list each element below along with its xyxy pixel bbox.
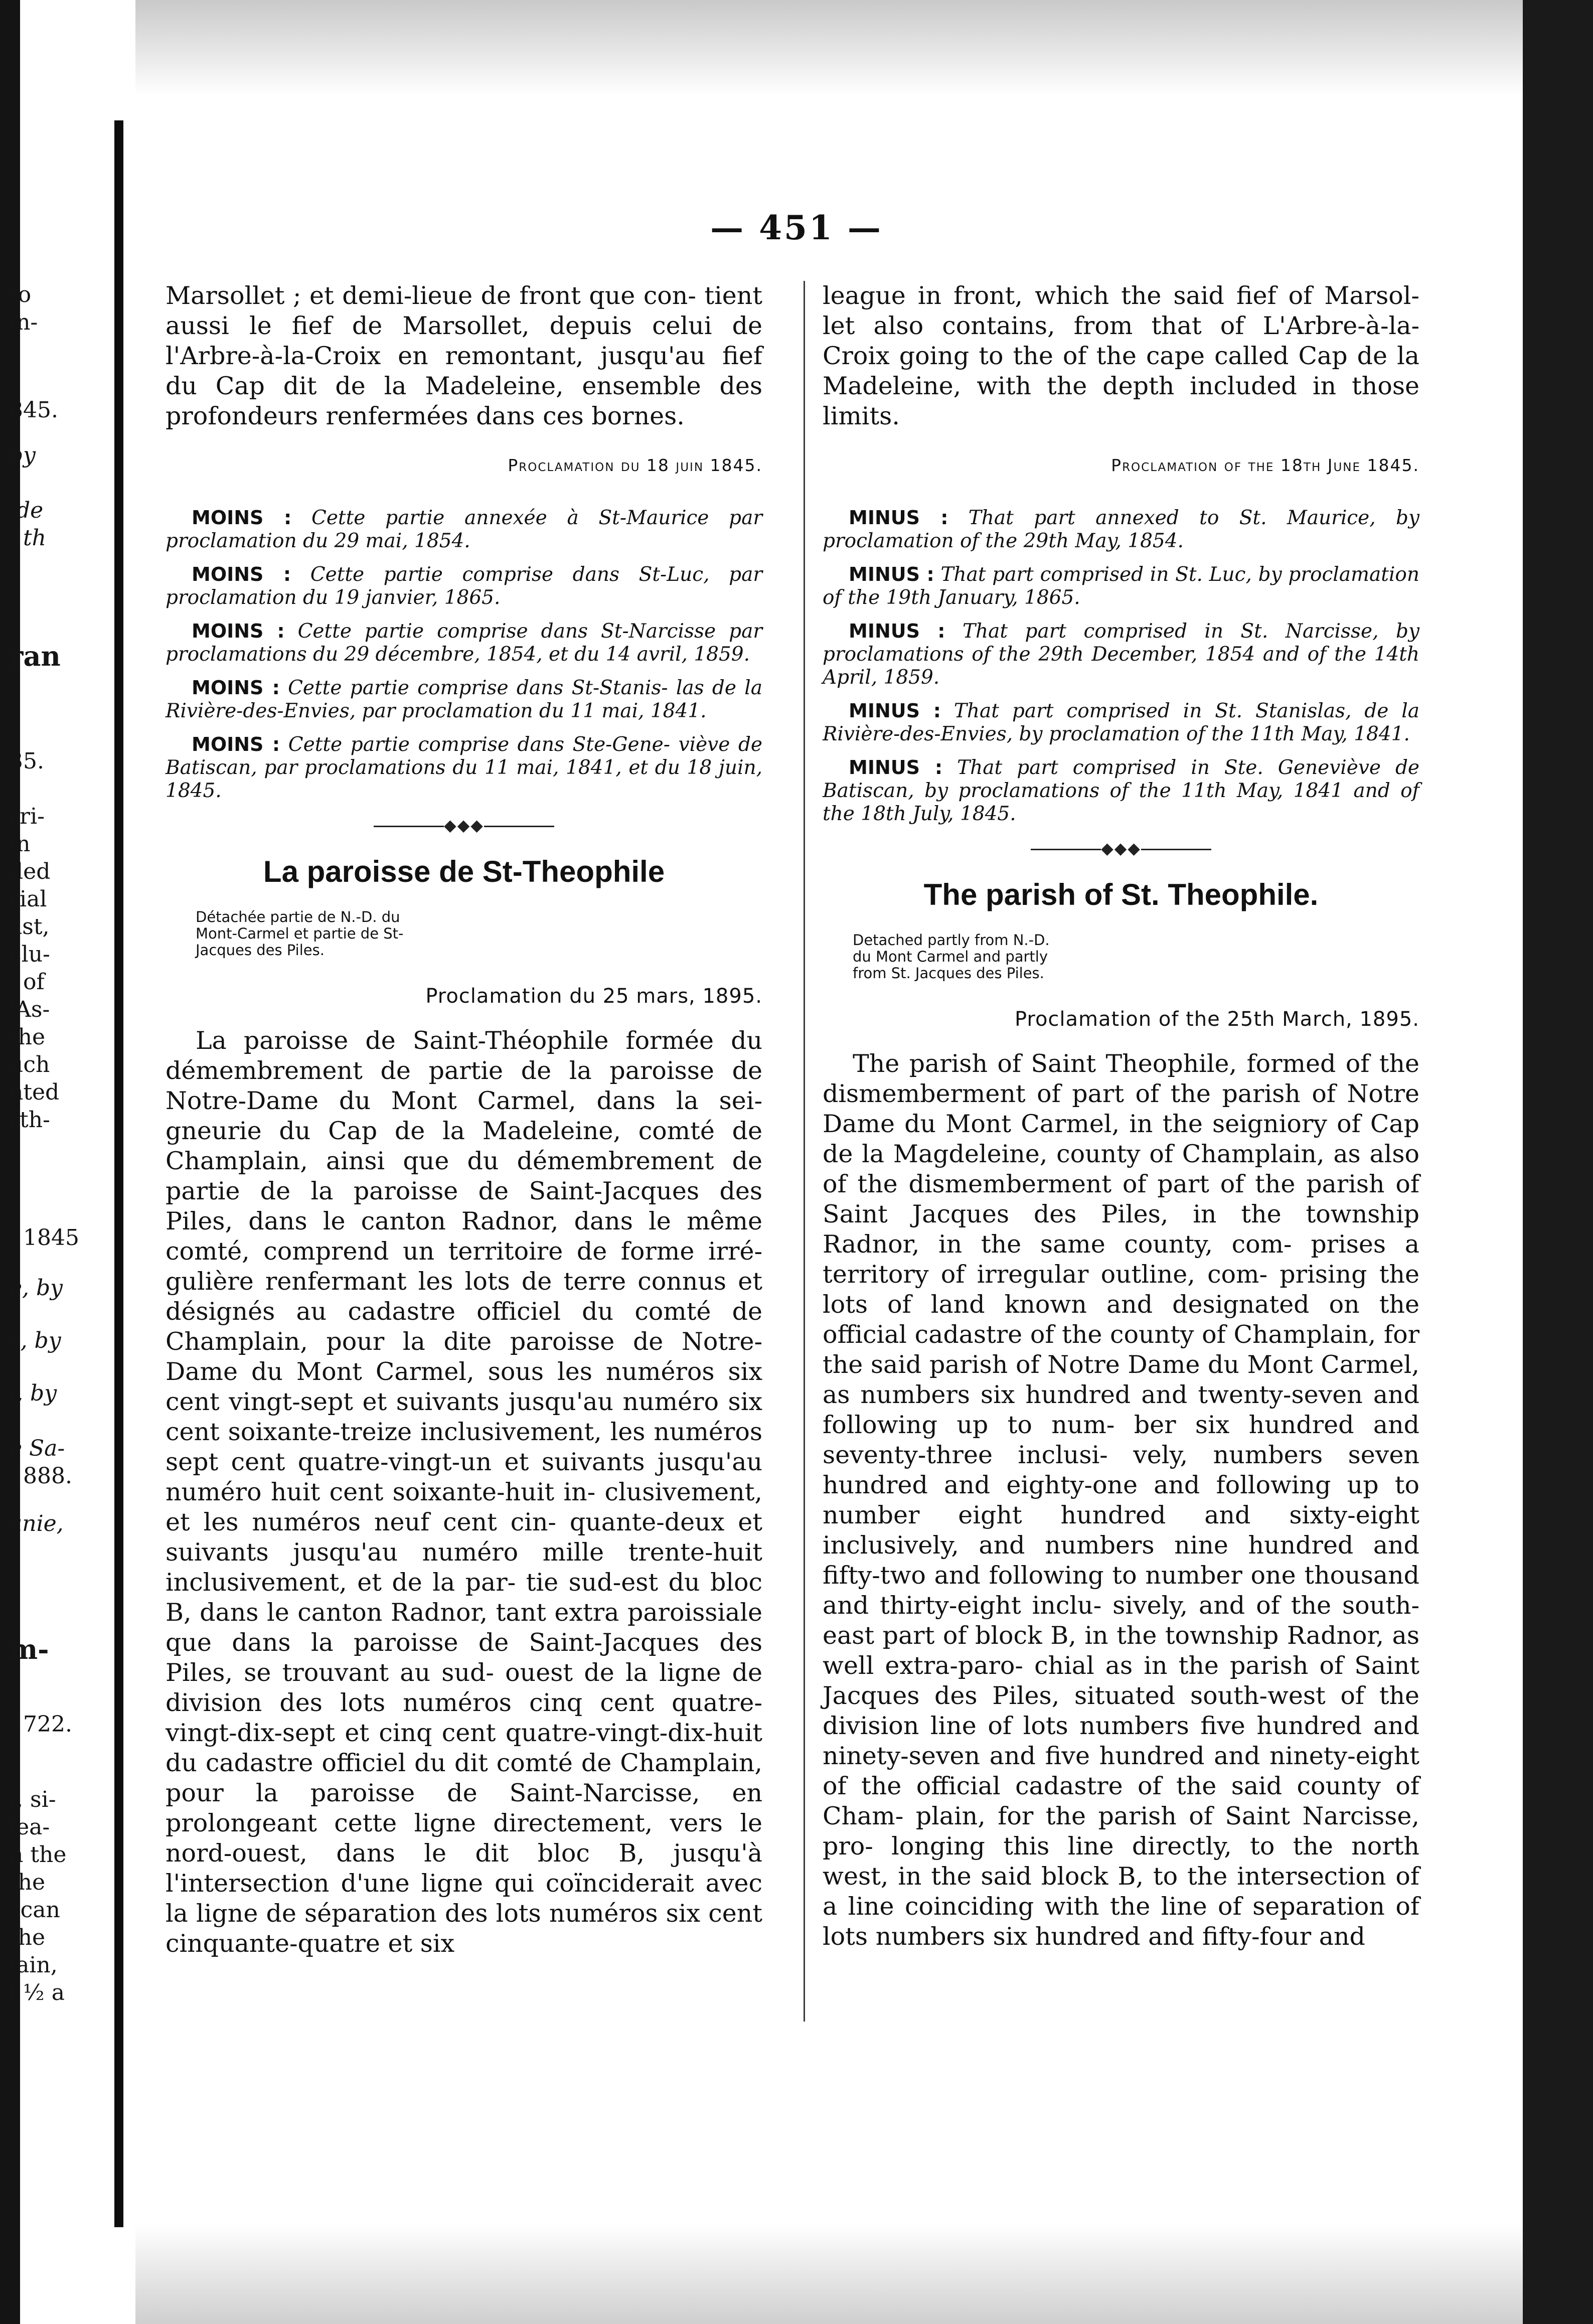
minus-keyword: MINUS :	[849, 563, 934, 585]
minus-text: That part comprised in St. Luc, by proclamation of the 19th January, 1865.	[823, 563, 1420, 609]
margin-fragment: clu-	[9, 942, 50, 967]
minus-item	[166, 506, 762, 553]
margin-fragment: anie,	[9, 1511, 64, 1536]
scan-top-edge	[130, 0, 1593, 95]
margin-fragment: scan	[9, 1897, 60, 1923]
margin-fragment: rth-	[9, 1107, 50, 1133]
scan-right-border	[1523, 0, 1593, 2324]
minus-item	[166, 733, 762, 803]
margin-fragment: lea-	[9, 1814, 50, 1840]
proclamation-date: Proclamation du 25 mars, 1895.	[425, 985, 762, 1008]
margin-fragment: 845.	[9, 397, 58, 423]
minus-item	[823, 619, 1419, 689]
minus-text: Cette partie annexée à St-Maurice par proclamation du 29 mai, 1854.	[166, 507, 762, 552]
margin-fragment: ı, si-	[9, 1787, 56, 1812]
section-title: The parish of St. Theophile.	[923, 878, 1319, 911]
minus-item	[166, 676, 762, 723]
margin-fragment: the	[9, 1870, 46, 1895]
detached-note: Detached partly from N.-D. du Mont Carmel and partly from St. Jacques des Piles.	[853, 932, 1050, 982]
margin-fragment: ,de	[9, 498, 44, 523]
margin-fragment: to	[9, 282, 32, 307]
margin-fragment: ded	[9, 859, 51, 884]
margin-fragment: l ½ a	[9, 1980, 65, 2005]
minus-item	[166, 563, 762, 609]
page-number: — 451 —	[710, 208, 883, 247]
minus-keyword: MOINS :	[192, 733, 280, 755]
minus-keyword: MINUS :	[849, 507, 948, 529]
minus-keyword: MOINS :	[192, 563, 291, 585]
minus-text: Cette partie comprise dans Ste-Gene- viève de Batiscan, par proclamations du 11 mai, 1841, et du 18 juin, 1845.	[166, 733, 762, 802]
margin-fragment: e Sa-	[9, 1436, 65, 1461]
minus-item	[823, 699, 1419, 746]
french-column	[166, 281, 762, 1959]
margin-fragment: 1th	[9, 525, 47, 551]
margin-fragment: 'As-	[9, 997, 50, 1022]
section-ornament: ◆◆◆	[166, 816, 762, 835]
margin-fragment: lain,	[9, 1952, 58, 1978]
minus-text: Cette partie comprise dans St-Luc, par proclamation du 19 janvier, 1865.	[166, 563, 762, 609]
minus-keyword: MOINS :	[192, 677, 280, 699]
minus-list	[166, 506, 762, 803]
proclamation-1845: Proclamation of the 18th June 1845.	[1111, 455, 1419, 475]
margin-fragment: in	[9, 831, 31, 857]
minus-list	[823, 506, 1419, 826]
binding-shadow	[114, 120, 123, 2227]
detached-note: Détachée partie de N.-D. du Mont-Carmel et partie de St-Jacques des Piles.	[196, 908, 404, 959]
minus-text: That part annexed to St. Maurice, by proclamation of the 29th May, 1854.	[823, 507, 1419, 552]
margin-fragment: e, by	[9, 1275, 63, 1301]
margin-fragment: nted	[9, 1079, 60, 1105]
margin-fragment: by	[9, 442, 36, 468]
minus-keyword: MINUS :	[849, 756, 943, 779]
margin-fragment: i, by	[9, 1380, 57, 1406]
proclamation-date: Proclamation of the 25th March, 1895.	[1014, 1008, 1419, 1031]
margin-fragment: the	[9, 1024, 46, 1050]
minus-text: That part comprised in St. Narcisse, by proclamations of the 29th December, 1854 and of the 14th April, 1859.	[823, 620, 1419, 689]
english-column	[823, 281, 1419, 1952]
margin-fragment: . 1845	[9, 1225, 79, 1251]
scan-bottom-edge	[130, 2224, 1593, 2324]
margin-fragment: rial	[9, 886, 47, 912]
column-divider	[804, 281, 805, 2022]
minus-keyword: MOINS :	[192, 507, 292, 529]
margin-fragment: in-	[9, 309, 38, 335]
minus-text: Cette partie comprise dans St-Narcisse par proclamations du 29 décembre, 1854, et du 14 avril, 1859.	[166, 620, 762, 666]
minus-text: That part comprised in St. Stanislas, de la Rivière-des-Envies, by proclamation of the 11th May, 1841.	[823, 700, 1419, 745]
minus-text: That part comprised in Ste. Geneviève de Batiscan, by proclamations of the 11th May, 1841 and of the 18th July, 1845.	[823, 756, 1420, 825]
opening-paragraph: Marsollet ; et demi-lieue de front que con- tient aussi le fief de Marsollet, depuis celui de l'Arbre-à-la-Croix en remontant, jusqu'au fief du Cap dit de la Madeleine, ensemble des profondeurs renfermées dans ces bornes.	[166, 281, 762, 430]
margin-fragment: n the	[9, 1842, 67, 1868]
margin-fragment: uch	[9, 1052, 50, 1077]
section-title: La paroisse de St-Theophile	[263, 855, 665, 888]
margin-fragment: s, by	[9, 1328, 61, 1353]
minus-item	[823, 756, 1419, 826]
margin-fragment: , of	[9, 969, 45, 995]
proclamation-1845: Proclamation du 18 juin 1845.	[508, 455, 762, 475]
minus-text: Cette partie comprise dans St-Stanis- las de la Rivière-des-Envies, par proclamation du 11 mai, 1841.	[166, 677, 762, 722]
minus-item	[823, 506, 1419, 553]
margin-fragment: ast,	[9, 914, 50, 940]
minus-item	[823, 563, 1419, 609]
margin-fragment: ran	[9, 640, 61, 672]
margin-fragment: 35.	[9, 748, 44, 774]
body-paragraph: The parish of Saint Theophile, formed of the dismemberment of part of the parish of Notre Dame du Mont Carmel, in the seigniory of Cap de la Magdeleine, county of Champlain, as also of the dismemberment of part of the parish of Saint Jacques des Piles, in the township Radnor, in the same county, com- prises a territory of irregular outline, com- prising the lots of land known and designated on the official cadastre of the county of Champlain, for the said parish of Notre Dame du Mont Carmel, as numbers six hundred and twenty-seven and following up to num- ber six hundred and seventy-three inclusi- vely, numbers seven hundred and eighty-one and following up to number eight hundred and sixty-eight inclusively, and numbers nine hundred and fifty-two and following to number one thousand and thirty-eight inclu- sively, and of the south-east part of block B, in the township Radnor, as well extra-paro- chial as in the parish of Saint Jacques des Piles, situated south-west of the division line of lots numbers five hundred and ninety-seven and five hundred and ninety-eight of the official cadastre of the said county of Cham- plain, for the parish of Saint Narcisse, pro- longing this line directly, to the north west, in the said block B, to the intersection of a line coinciding with the line of separation of lots numbers six hundred and fifty-four and	[823, 1049, 1419, 1951]
opening-paragraph: league in front, which the said fief of Marsol- let also contains, from that of L'Arbre-à-la- Croix going to the of the cape called Cap de la Madeleine, with the depth included in those limits.	[823, 281, 1419, 430]
minus-item	[166, 619, 762, 666]
minus-keyword: MINUS :	[849, 700, 941, 722]
margin-fragment: 1722.	[9, 1712, 72, 1737]
minus-keyword: MINUS :	[849, 620, 945, 642]
margin-fragment: m-	[9, 1633, 49, 1665]
margin-fragment: rri-	[9, 804, 45, 829]
body-paragraph: La paroisse de Saint-Théophile formée du démembrement de partie de la paroisse de Notre-Dame du Mont Carmel, dans la sei- gneurie du Cap de la Madeleine, comté de Champlain, ainsi que du démembrement de partie de la paroisse de Saint-Jacques des Piles, dans le canton Radnor, dans le même comté, comprend un territoire de forme irré- gulière renfermant les lots de terre connus et désignés au cadastre officiel du comté de Champlain, pour la dite paroisse de Notre- Dame du Mont Carmel, sous les numéros six cent vingt-sept et suivants jusqu'au numéro six cent soixante-treize inclusivement, les numéros sept cent quatre-vingt-un et suivants jusqu'au numéro huit cent soixante-huit in- clusivement, et les numéros neuf cent cin- quante-deux et suivants jusqu'au numéro mille trente-huit inclusivement, et de la par- tie sud-est du bloc B, dans le canton Radnor, tant extra paroissiale que dans la paroisse de Saint-Jacques des Piles, se trouvant au sud- ouest de la ligne de division des lots numéros cinq cent quatre-vingt-dix-sept et cinq cent quatre-vingt-dix-huit du cadastre officiel du dit comté de Champlain, pour la paroisse de Saint-Narcisse, en prolongeant cette ligne directement, vers le nord-ouest, dans le dit bloc B, jusqu'à l'intersection d'une ligne qui coïnciderait avec la ligne de séparation des lots numéros six cent cinquante-quatre et six	[166, 1026, 762, 1958]
margin-fragment: the	[9, 1925, 46, 1950]
margin-fragment: 1888.	[9, 1463, 72, 1489]
section-ornament: ◆◆◆	[823, 839, 1419, 858]
minus-keyword: MOINS :	[192, 620, 285, 642]
